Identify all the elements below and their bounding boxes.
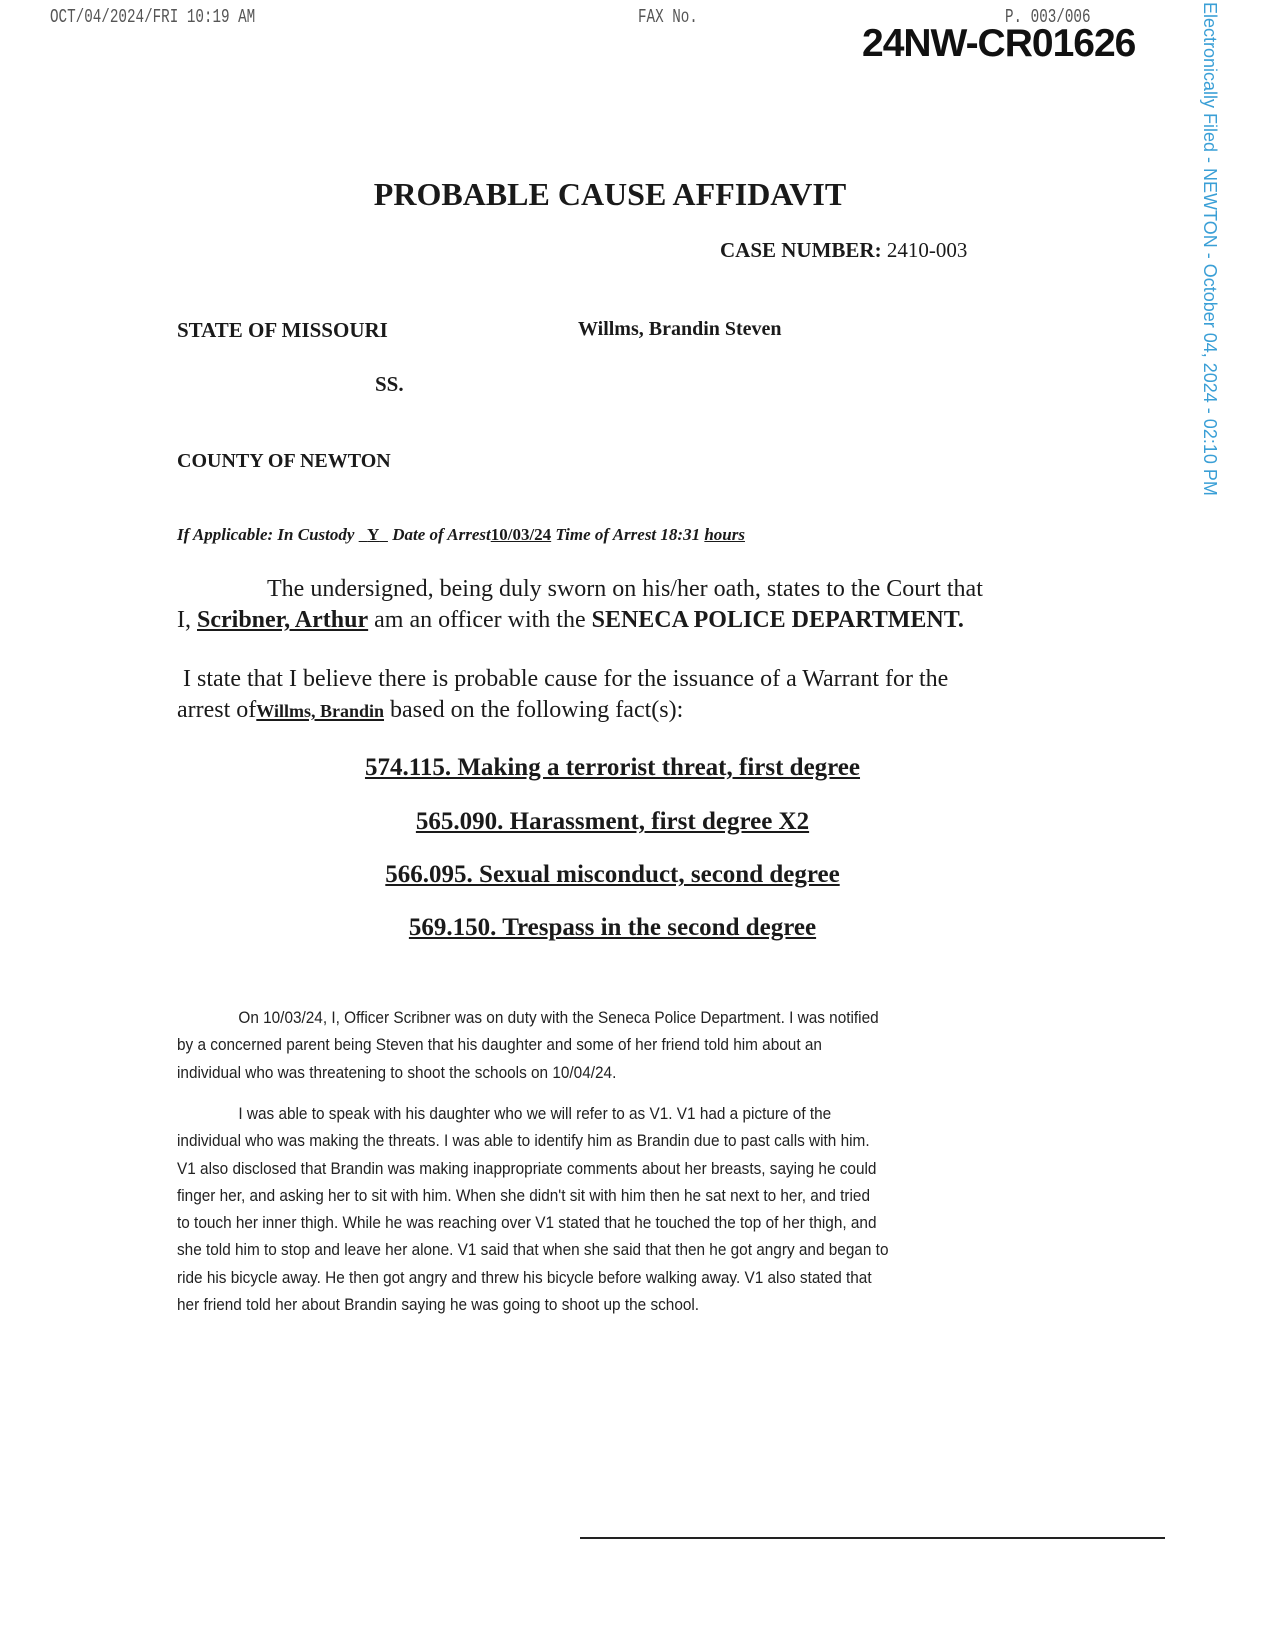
date-label: Date of Arrest xyxy=(392,525,491,544)
narrative-paragraph-1 xyxy=(177,1005,879,1087)
oath-line: The undersigned, being duly sworn on his/her oath, states to the Court that xyxy=(267,576,983,602)
narrative-line: her friend told her about Brandin saying he was going to shoot up the school. xyxy=(177,1296,700,1315)
charge: 565.090. Harassment, first degree X2 xyxy=(415,808,810,835)
narrative-line: finger her, and asking her to sit with him. When she didn't sit with him then he sat next to her, and tried xyxy=(177,1186,870,1205)
department: SENECA POLICE DEPARTMENT. xyxy=(591,607,964,633)
charge: 566.095. Sexual misconduct, second degree xyxy=(385,861,840,888)
narrative-line: to touch her inner thigh. While he was reaching over V1 stated that he touched the top of her thigh, and xyxy=(177,1214,877,1233)
arrest-date: 10/03/24 xyxy=(490,525,552,544)
oath-pre: I, xyxy=(177,607,191,633)
case-number xyxy=(720,238,967,263)
oath-mid: am an officer with the xyxy=(374,607,586,633)
signature-line xyxy=(580,1537,1165,1539)
narrative-paragraph-2 xyxy=(177,1101,888,1319)
in-custody-value: Y xyxy=(367,525,380,544)
charge: 569.150. Trespass in the second degree xyxy=(408,914,817,941)
defendant-name: Willms, Brandin Steven xyxy=(578,318,782,340)
case-number-value: 2410-003 xyxy=(886,238,968,262)
document-title: PROBABLE CAUSE AFFIDAVIT xyxy=(373,176,847,212)
cause-line: I state that I believe there is probable cause for the issuance of a Warrant for the xyxy=(183,666,949,692)
officer-name: Scribner, Arthur xyxy=(197,607,369,633)
court-case-number: 24NW-CR01626 xyxy=(862,22,1136,65)
narrative-line: individual who was making the threats. I was able to identify him as Brandin due to past calls with him. xyxy=(177,1132,870,1151)
ss: SS. xyxy=(375,372,404,396)
cause-name: Willms, Brandin xyxy=(256,701,385,721)
fax-datetime: OCT/04/2024/FRI 10:19 AM xyxy=(50,6,256,28)
cause-pre: arrest of xyxy=(177,697,257,723)
narrative-line: ride his bicycle away. He then got angry and threw his bicycle before walking away. V1 also stated that xyxy=(177,1268,872,1287)
fax-number: FAX No. xyxy=(638,6,698,28)
custody-line xyxy=(177,525,745,545)
narrative-line: she told him to stop and leave her alone. V1 said that when she said that then he got angry and began to xyxy=(177,1241,889,1260)
fax-page: P. 003/006 xyxy=(1005,6,1091,28)
cause-paragraph xyxy=(177,664,949,727)
narrative-line: by a concerned parent being Steven that his daughter and some of her friend told him about an xyxy=(177,1036,822,1055)
oath-paragraph xyxy=(177,574,983,636)
narrative-line: V1 also disclosed that Brandin was making inappropriate comments about her breasts, saying he could xyxy=(177,1159,877,1178)
filing-stamp: Electronically Filed - NEWTON - October 04, 2024 - 02:10 PM xyxy=(1200,2,1220,496)
time-label: Time of Arrest 18:31 xyxy=(555,525,701,544)
hours-label: hours xyxy=(704,525,745,544)
narrative-line: I was able to speak with his daughter who we will refer to as V1. V1 had a picture of the xyxy=(238,1105,832,1123)
cause-post: based on the following fact(s): xyxy=(390,697,684,723)
county: COUNTY OF NEWTON xyxy=(177,450,391,472)
narrative-line: individual who was threatening to shoot the schools on 10/04/24. xyxy=(177,1063,617,1082)
charge: 574.115. Making a terrorist threat, first degree xyxy=(364,754,861,781)
narrative-line: On 10/03/24, I, Officer Scribner was on duty with the Seneca Police Department. I was notified xyxy=(238,1009,879,1027)
case-number-label: CASE NUMBER: xyxy=(720,238,882,262)
custody-prefix: If Applicable: In Custody xyxy=(177,525,355,544)
state: STATE OF MISSOURI xyxy=(177,318,388,342)
